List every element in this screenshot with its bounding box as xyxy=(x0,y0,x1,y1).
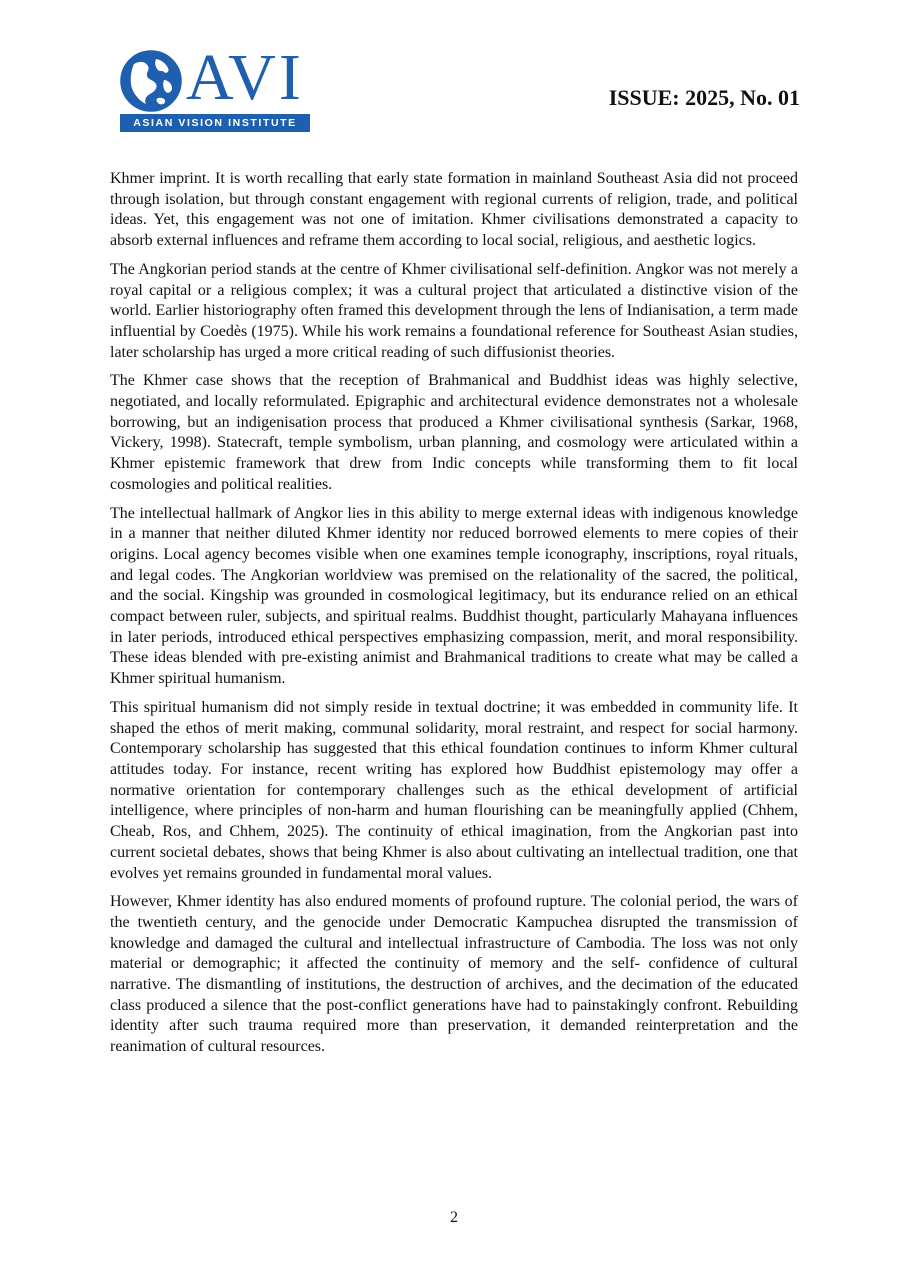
page-number: 2 xyxy=(450,1209,458,1226)
paragraph: The Khmer case shows that the reception of Brahmanical and Buddhist ideas was highly selective, negotiated, and locally reformulated. Epigraphic and architectural evidence demonstrates not a wholesale borrowing, but an indigenisation process that produced a Khmer civilisational synthesis (Sarkar, 1968, Vickery, 1998). Statecraft, temple symbolism, urban planning, and cosmology were articulated within a Khmer epistemic framework that drew from Indic concepts while transforming them to fit local cosmologies and political realities. xyxy=(110,372,798,493)
page-header xyxy=(0,0,908,150)
paragraph: The intellectual hallmark of Angkor lies in this ability to merge external ideas with indigenous knowledge in a manner that neither diluted Khmer identity nor reduced borrowed elements to mere copies of their origins. Local agency becomes visible when one examines temple iconography, inscriptions, royal rituals, and legal codes. The Angkorian worldview was premised on the relationality of the sacred, the political, and the social. Kingship was grounded in cosmological legitimacy, but its endurance relied on an ethical compact between ruler, subjects, and spiritual realms. Buddhist thought, particularly Mahayana influences in later periods, introduced ethical perspectives emphasizing compassion, merit, and moral responsibility. These ideas blended with pre-existing animist and Brahmanical traditions to create what may be called a Khmer spiritual humanism. xyxy=(110,504,798,688)
article-body xyxy=(110,169,798,1066)
avi-logo xyxy=(120,41,312,134)
issue-label: ISSUE: 2025, No. 01 xyxy=(608,85,800,110)
globe-icon xyxy=(120,50,182,112)
paragraph: The Angkorian period stands at the centre of Khmer civilisational self-definition. Angkor was not merely a royal capital or a religious complex; it was a cultural project that articulated a distinctive vision of the world. Earlier historiography often framed this development through the lens of Indianisation, a term made influential by Coedès (1975). While his work remains a foundational reference for Southeast Asian studies, later scholarship has urged a more critical reading of such diffusionist theories. xyxy=(110,260,798,361)
logo-tagline: ASIAN VISION INSTITUTE xyxy=(120,114,310,132)
paragraph: Khmer imprint. It is worth recalling that early state formation in mainland Southeast Asia did not proceed through isolation, but through constant engagement with regional currents of religion, trade, and political ideas. Yet, this engagement was not one of imitation. Khmer civilisations demonstrated a capacity to absorb external influences and reframe them according to local social, religious, and aesthetic logics. xyxy=(110,170,798,250)
paragraph: However, Khmer identity has also endured moments of profound rupture. The colonial period, the wars of the twentieth century, and the genocide under Democratic Kampuchea disrupted the transmission of knowledge and damaged the cultural and intellectual infrastructure of Cambodia. The loss was not only material or demographic; it affected the continuity of memory and the self- confidence of cultural narrative. The dismantling of institutions, the destruction of archives, and the decimation of the educated class produced a silence that the post-conflict generations have had to painstakingly confront. Rebuilding identity after such trauma required more than preservation, it demanded reinterpretation and the reanimation of cultural resources. xyxy=(110,893,798,1056)
logo-letters: AVI xyxy=(186,41,304,114)
paragraph: This spiritual humanism did not simply reside in textual doctrine; it was embedded in community life. It shaped the ethos of merit making, communal solidarity, moral restraint, and respect for social harmony. Contemporary scholarship has suggested that this ethical foundation continues to inform Khmer cultural attitudes today. For instance, recent writing has explored how Buddhist epistemology may offer a normative orientation for contemporary challenges such as the ethical development of artificial intelligence, where principles of non-harm and human flourishing can be meaningfully applied (Chhem, Cheab, Ros, and Chhem, 2025). The continuity of ethical imagination, from the Angkorian past into current societal debates, shows that being Khmer is also about cultivating an intellectual tradition, one that evolves yet remains grounded in fundamental moral values. xyxy=(110,698,798,882)
